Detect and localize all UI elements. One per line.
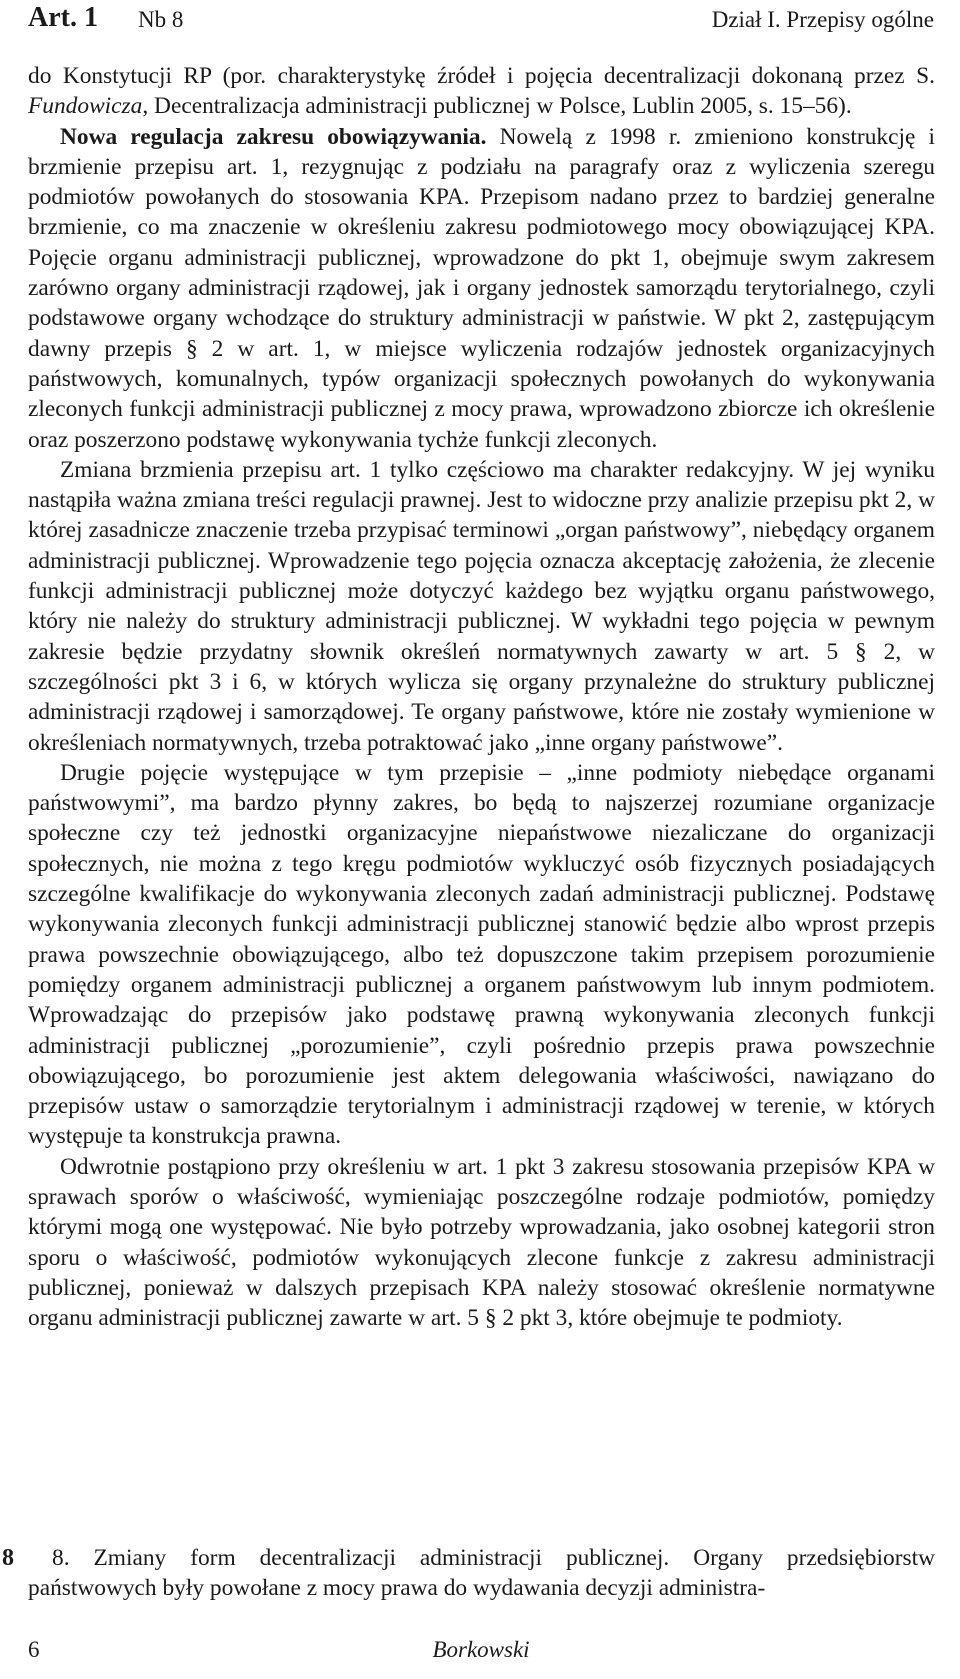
paragraph-text: , Decentralizacja administracji publicznej w Polsce, Lublin 2005, s. 15–56). bbox=[142, 93, 852, 120]
paragraph-new-regulation bbox=[28, 122, 935, 455]
paragraph-intro bbox=[28, 61, 935, 122]
paragraph-heading: Nowa regulacja zakresu obowiązywania. bbox=[60, 123, 487, 150]
paragraph-second-concept: Drugie pojęcie występujące w tym przepisie – „inne podmioty niebędące organami państwowymi”, ma bardzo płynny zakres, bo będą to najszerzej rozumiane organizacje społeczne czy też jednostki organizacyjne niepaństwowe niezaliczane do organizacji społecznych, nie można z tego kręgu podmiotów wykluczyć osób fizycznych posiadających szczególne kwalifikacje do wykonywania zleconych zadań administracji publicznej. Podstawę wykonywania zleconych funkcji administracji publicznej stanowić będzie albo wprost przepis prawa powszechnie obowiązującego, albo też dopuszczone takim przepisem porozumienie pomiędzy organem administracji publicznej a organem państwowym lub innym podmiotem. Wprowadzając do przepisów jako podstawę prawną wykonywania zleconych funkcji administracji publicznej „porozumienie”, czyli pośrednio przepis prawa powszechnie obowiązującego, bo porozumienie jest aktem delegowania właściwości, nawiązano do przepisów ustaw o samorządzie terytorialnym i administracji rządowej w terenie, w których występuje ta konstrukcja prawna. bbox=[28, 759, 935, 1150]
author-name: Fundowicza bbox=[28, 93, 143, 120]
section-8 bbox=[28, 1543, 935, 1604]
article-label: Art. 1 bbox=[28, 2, 98, 33]
section-8-paragraph bbox=[28, 1543, 935, 1604]
footer-author: Borkowski bbox=[432, 1637, 530, 1662]
page-number: 6 bbox=[28, 1637, 40, 1662]
section-title: Dział I. Przepisy ogólne bbox=[711, 7, 934, 32]
paragraph-text: do Konstytucji RP (por. charakterystykę źródeł i pojęcia decentralizacji dokonaną przez S. bbox=[28, 63, 935, 89]
paragraph-amendment: Zmiana brzmienia przepisu art. 1 tylko częściowo ma charakter redakcyjny. W jej wyniku nastąpiła ważna zmiana treści regulacji prawnej. Jest to widoczne przy analizie przepisu pkt 2, w której zasadnicze znaczenie trzeba przypisać terminowi „organ państwowy”, niebędący organem administracji publicznej. Wprowadzenie tego pojęcia oznacza akceptację założenia, że zlecenie funkcji administracji publicznej może dotyczyć każdego bez wyjątku organu państwowego, który nie należy do struktury administracji publicznej. W wykładni tego pojęcia w pewnym zakresie będzie przydatny słownik określeń normatywnych zawarty w art. 5 § 2, w szczególności pkt 3 i 6, w których wylicza się organy przynależne do struktury publicznej administracji rządowej i samorządowej. Te organy państwowe, które nie zostały wymienione w określeniach normatywnych, trzeba potraktować jako „inne organy państwowe”. bbox=[28, 456, 935, 756]
page-footer bbox=[28, 1632, 934, 1668]
section-text: Organy przedsiębiorstw państwowych były powołane z mocy prawa do wydawania decyzji administra- bbox=[28, 1545, 935, 1602]
margin-number: 8 bbox=[2, 1545, 14, 1571]
commentary-body bbox=[28, 61, 935, 1333]
section-number: 8. bbox=[52, 1545, 70, 1571]
paragraph-disputes: Odwrotnie postąpiono przy określeniu w art. 1 pkt 3 zakresu stosowania przepisów KPA w sprawach sporów o właściwość, wymieniając poszczególne rodzaje podmiotów, pomiędzy którymi mogą one występować. Nie było potrzeby wprowadzania, jako osobnej kategorii stron sporu o właściwość, podmiotów wykonujących zlecone funkcje z zakresu administracji publicznej, ponieważ w dalszych przepisach KPA należy stosować określenie normatywne organu administracji publicznej zawarte w art. 5 § 2 pkt 3, które obejmuje te podmioty. bbox=[28, 1153, 935, 1332]
paragraph-text: Nowelą z 1998 r. zmieniono konstrukcję i brzmienie przepisu art. 1, rezygnując z podziału na paragrafy oraz z wyliczenia szeregu podmiotów powołanych do stosowania KPA. Przepisom nadano przez to bardziej generalne brzmienie, co ma znaczenie w określeniu zakresu podmiotowego mocy obowiązującej KPA. Pojęcie organu administracji publicznej, wprowadzone do pkt 1, obejmuje swym zakresem zarówno organy administracji rządowej, jak i organy jednostek samorządu terytorialnego, czyli podstawowe organy wchodzące do struktury administracji w państwie. W pkt 2, zastępującym dawny przepis § 2 w art. 1, w miejsce wyliczenia rodzajów jednostek organizacyjnych państwowych, komunalnych, typów organizacji społecznych powołanych do wykonywania zleconych funkcji administracji publicznej z mocy prawa, wprowadzono zbiorcze ich określenie oraz poszerzono podstawę wykonywania tychże funkcji zleconych. bbox=[28, 123, 935, 453]
page-header bbox=[28, 0, 934, 44]
margin-note-label: Nb 8 bbox=[138, 7, 184, 32]
section-heading: Zmiany form decentralizacji administracji publicznej. bbox=[93, 1545, 670, 1571]
